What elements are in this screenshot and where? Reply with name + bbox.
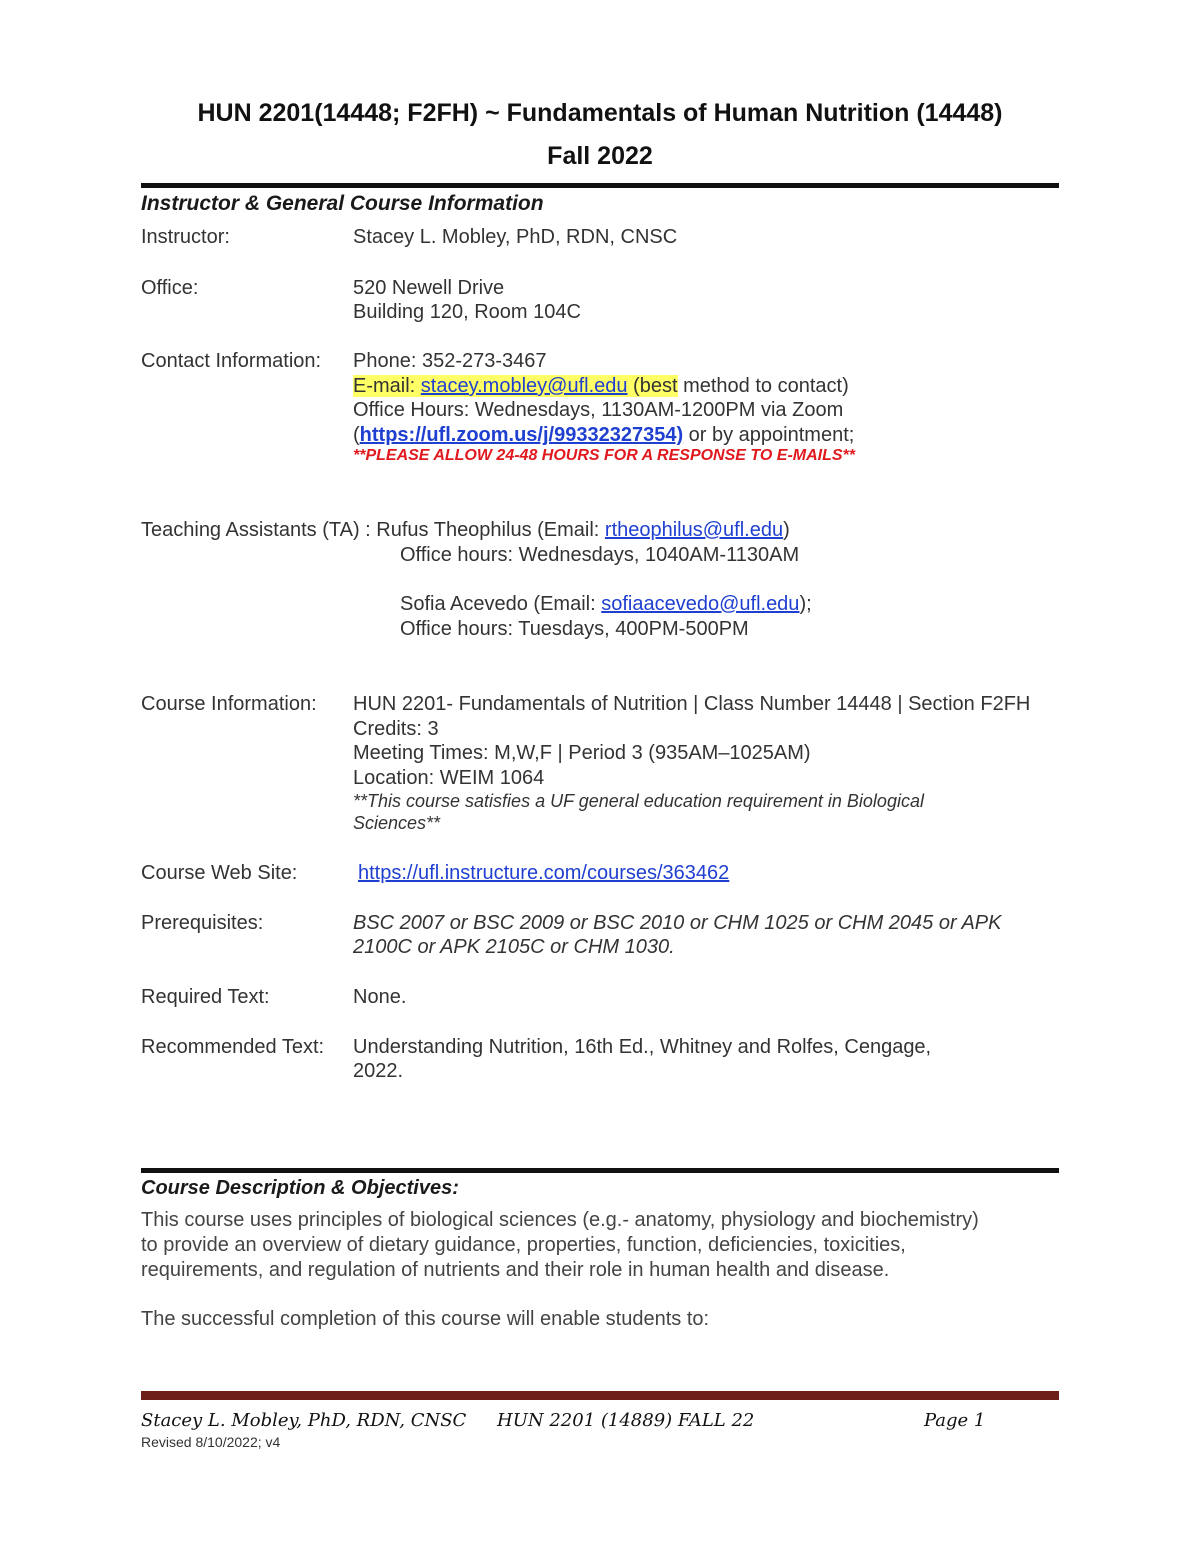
footer-rule <box>141 1391 1059 1400</box>
email-prefix: E-mail: <box>353 375 421 397</box>
course-credits: Credits: 3 <box>353 718 439 740</box>
contact-phone: Phone: 352-273-3467 <box>353 350 547 372</box>
instructor-email-link[interactable]: stacey.mobley@ufl.edu <box>420 375 628 397</box>
course-website-link[interactable]: https://ufl.instructure.com/courses/363462 <box>358 862 730 884</box>
section-rule <box>141 1168 1059 1173</box>
required-text-label: Required Text: <box>141 986 270 1008</box>
office-label: Office: <box>141 277 199 299</box>
gened-note-line2: Sciences** <box>353 813 441 833</box>
footer-revised: Revised 8/10/2022; v4 <box>141 1434 281 1450</box>
ta2-hours: Office hours: Tuesdays, 400PM-500PM <box>400 618 749 640</box>
required-text-value: None. <box>353 986 407 1008</box>
response-time-notice: **PLEASE ALLOW 24-48 HOURS FOR A RESPONSE TO E-MAILS** <box>353 447 855 464</box>
prereq-line1: BSC 2007 or BSC 2009 or BSC 2010 or CHM 1025 or CHM 2045 or APK <box>353 912 1002 934</box>
contact-label: Contact Information: <box>141 350 322 372</box>
document-title: HUN 2201(14448; F2FH) ~ Fundamentals of Human Nutrition (14448) <box>197 99 1003 127</box>
course-info-label: Course Information: <box>141 693 317 715</box>
zoom-link[interactable]: https://ufl.zoom.us/j/99332327354) <box>359 424 684 446</box>
office-line2: Building 120, Room 104C <box>353 301 581 323</box>
ta-label: Teaching Assistants (TA) : <box>141 519 377 541</box>
section-heading-description: Course Description & Objectives: <box>141 1177 459 1199</box>
footer-page-number: Page 1 <box>924 1410 986 1431</box>
header-rule <box>141 183 1059 188</box>
ta2-email-link[interactable]: sofiaacevedo@ufl.edu <box>601 593 800 615</box>
prereq-line2: 2100C or APK 2105C or CHM 1030. <box>353 936 675 958</box>
course-info-line1: HUN 2201- Fundamentals of Nutrition | Class Number 14448 | Section F2FH <box>353 693 1031 715</box>
completion-intro: The successful completion of this course will enable students to: <box>141 1308 710 1330</box>
ta2-suffix: ); <box>799 593 812 615</box>
gened-note-line1: **This course satisfies a UF general education requirement in Biological <box>353 791 924 811</box>
ta1-prefix: Rufus Theophilus (Email: <box>376 519 605 541</box>
contact-email-line <box>353 374 849 398</box>
email-suffix: method to contact) <box>677 375 849 397</box>
meeting-times: Meeting Times: M,W,F | Period 3 (935AM–1025AM) <box>353 742 811 764</box>
ta2-prefix: Sofia Acevedo (Email: <box>400 593 602 615</box>
recommended-text-label: Recommended Text: <box>141 1036 325 1058</box>
footer-author: Stacey L. Mobley, PhD, RDN, CNSC <box>141 1410 467 1431</box>
ta1-suffix: ) <box>783 519 790 541</box>
ta1-email-link[interactable]: rtheophilus@ufl.edu <box>604 519 784 541</box>
ta2-line <box>400 592 812 616</box>
description-line3: requirements, and regulation of nutrients and their role in human health and disease. <box>141 1259 890 1281</box>
description-line1: This course uses principles of biological sciences (e.g.- anatomy, physiology and biochemistry) <box>141 1209 979 1231</box>
description-line2: to provide an overview of dietary guidance, properties, function, deficiencies, toxicities, <box>141 1234 906 1256</box>
contact-office-hours: Office Hours: Wednesdays, 1130AM-1200PM via Zoom <box>353 399 844 421</box>
section-heading-instructor: Instructor & General Course Information <box>141 192 544 215</box>
instructor-value: Stacey L. Mobley, PhD, RDN, CNSC <box>353 226 678 248</box>
office-line1: 520 Newell Drive <box>353 277 505 299</box>
recommended-text-line2: 2022. <box>353 1060 404 1082</box>
website-label: Course Web Site: <box>141 862 298 884</box>
contact-zoom-line <box>353 423 854 447</box>
instructor-label: Instructor: <box>141 226 230 248</box>
prereq-label: Prerequisites: <box>141 912 264 934</box>
zoom-open: ( <box>353 424 360 446</box>
recommended-text-line1: Understanding Nutrition, 16th Ed., Whitney and Rolfes, Cengage, <box>353 1036 932 1058</box>
ta-line1 <box>141 518 790 542</box>
ta1-hours: Office hours: Wednesdays, 1040AM-1130AM <box>400 544 800 566</box>
email-best: (best <box>627 375 678 397</box>
zoom-suffix: or by appointment; <box>683 424 855 446</box>
document-term: Fall 2022 <box>547 142 653 170</box>
footer-course: HUN 2201 (14889) FALL 22 <box>497 1410 755 1431</box>
course-location: Location: WEIM 1064 <box>353 767 545 789</box>
